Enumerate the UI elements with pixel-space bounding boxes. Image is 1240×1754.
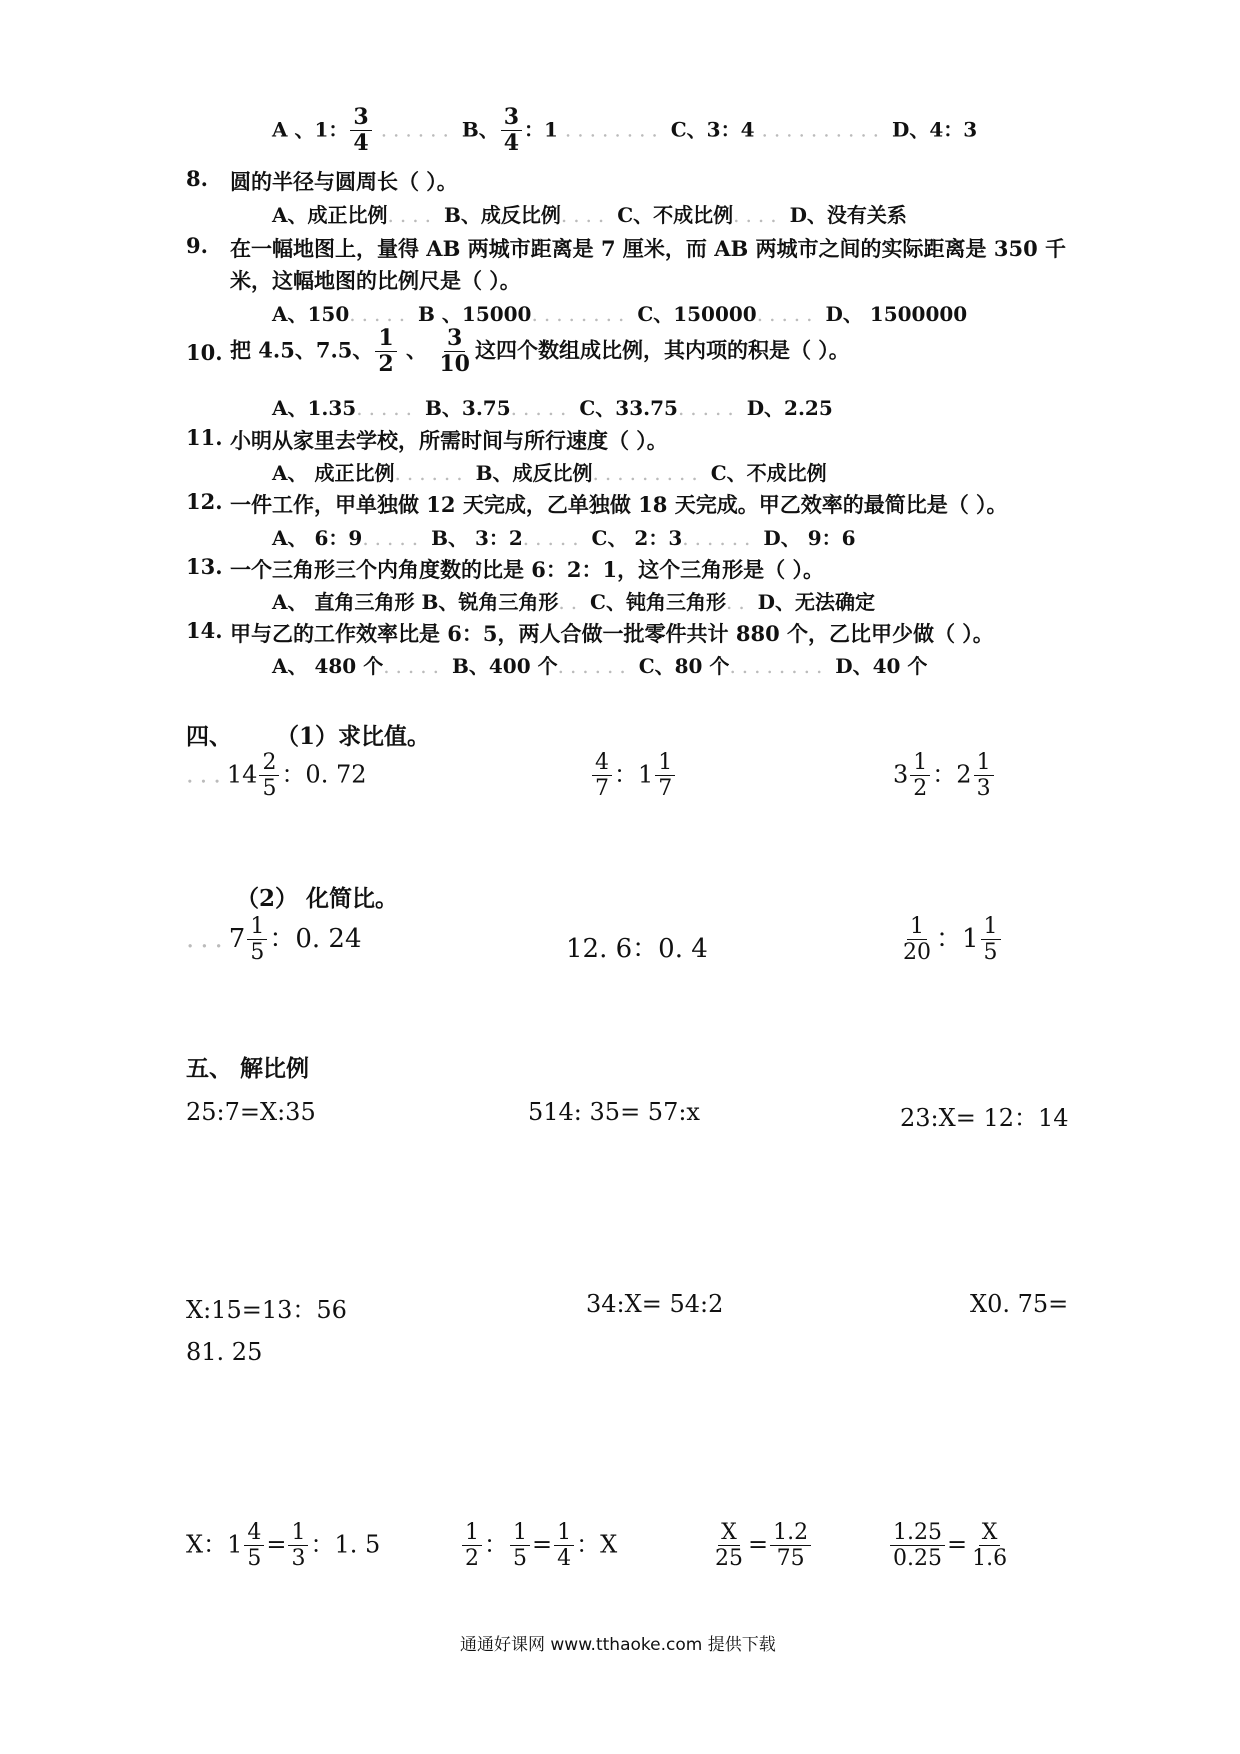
q12-option-a: A、 6：9 xyxy=(272,526,363,550)
proportion-5: 34:X= 54:2 xyxy=(586,1290,724,1318)
proportion-7: X：1 $\frac{4}{5}$ = $\frac{1}{3}$ ：1. 5 xyxy=(186,1520,381,1572)
q7-option-d: D、4：3 xyxy=(892,117,978,142)
proportion-2: 514: 35= 57:x xyxy=(528,1098,700,1126)
proportion-3: 23:X= 12：14 xyxy=(900,1104,1069,1132)
q14-number: 14. xyxy=(186,618,223,643)
q10-number: 10. xyxy=(186,340,223,365)
simplify-ratio-1: ...7 $\frac{1}{5}$ ：0. 24 xyxy=(186,914,362,966)
q10-option-c: C、33.75 xyxy=(579,396,678,420)
q14-option-a: A、 480 个 xyxy=(272,654,384,678)
proportion-1: 25:7=X:35 xyxy=(186,1098,316,1126)
q13-option-d: D、无法确定 xyxy=(757,590,875,614)
section-5-heading: 五、 解比例 xyxy=(186,1055,310,1082)
q7-options: A 、1： $\frac{3}{4}$ ...... B、 $\frac{3}{4}$ ：1 ........ C、3：4 .......... D、4：3 xyxy=(272,104,978,157)
q9-option-b: B 、15000 xyxy=(418,302,532,326)
q12-option-b: B、 3：2 xyxy=(431,526,523,550)
q13-option-b: B、锐角三角形 xyxy=(421,590,559,614)
q11-option-a: A、 成正比例 xyxy=(272,461,395,485)
q9-option-a: A、150 xyxy=(272,302,350,326)
proportion-9: $\frac{X}{25}$ = $\frac{1.2}{75}$ xyxy=(710,1520,813,1572)
section-4-part-1-title: （1）求比值。 xyxy=(276,723,431,750)
q10-option-d: D、2.25 xyxy=(746,396,833,420)
q8-option-b: B、成反比例 xyxy=(443,203,561,227)
q14-text: 甲与乙的工作效率比是 6：5，两人合做一批零件共计 880 个，乙比甲少做（ ）。 xyxy=(230,621,994,646)
q12-text: 一件工作，甲单独做 12 天完成，乙单独做 18 天完成。甲乙效率的最简比是（ ）。 xyxy=(230,492,1008,517)
q9-number: 9. xyxy=(186,233,208,258)
q11-text: 小明从家里去学校，所需时间与所行速度（ ）。 xyxy=(230,428,668,453)
q8-text: 圆的半径与圆周长（ ）。 xyxy=(230,169,458,194)
q7-option-a: A 、1： xyxy=(272,117,349,142)
q13-options: A、 直角三角形 B、锐角三角形.. C、钝角三角形.. D、无法确定 xyxy=(272,590,875,614)
q10-fraction-2: $\frac{3}{10}$ xyxy=(439,325,470,378)
q9-option-d: D、 1500000 xyxy=(825,302,968,326)
q8-options: A、成正比例.... B、成反比例.... C、不成比例.... D、没有关系 xyxy=(272,203,907,227)
q13-option-a: A、 直角三角形 xyxy=(272,590,415,614)
q9-line2: 米，这幅地图的比例尺是（ ）。 xyxy=(230,268,521,293)
q7-option-c: C、3：4 xyxy=(670,117,755,142)
simplify-ratio-3: $\frac{1}{20}$ ：1 $\frac{1}{5}$ xyxy=(898,914,1003,966)
q14-options: A、 480 个..... B、400 个...... C、80 个........ D、40 个 xyxy=(272,654,928,678)
proportion-8: $\frac{1}{2}$ ： $\frac{1}{5}$ = $\frac{1}{4}$ ：X xyxy=(460,1520,617,1572)
q7-b-fraction: $\frac{3}{4}$ xyxy=(501,105,522,157)
q8-option-a: A、成正比例 xyxy=(272,203,388,227)
q11-number: 11. xyxy=(186,425,223,450)
footer-credit: 通通好课网 www.tthaoke.com 提供下载 xyxy=(460,1635,776,1655)
q13-number: 13. xyxy=(186,554,223,579)
q8-number: 8. xyxy=(186,166,208,191)
q7-a-fraction: $\frac{3}{4}$ xyxy=(350,105,371,157)
simplify-ratio-2: 12. 6：0. 4 xyxy=(566,934,708,964)
proportion-4: X:15=13：56 xyxy=(186,1296,347,1324)
q10-fraction-1: $\frac{1}{2}$ xyxy=(375,326,396,378)
q14-option-c: C、80 个 xyxy=(638,654,730,678)
q9-options: A、150..... B 、15000........ C、150000..... D、 1500000 xyxy=(272,302,968,326)
q8-option-d: D、没有关系 xyxy=(789,203,907,227)
proportion-6: X0. 75= xyxy=(970,1290,1069,1318)
q11-option-b: B、成反比例 xyxy=(475,461,593,485)
q13-option-c: C、钝角三角形 xyxy=(590,590,726,614)
ratio-value-3: 3 $\frac{1}{2}$ ：2 $\frac{1}{3}$ xyxy=(893,750,996,802)
section-4-part-2-title: （2） 化简比。 xyxy=(236,885,399,912)
proportion-10: $\frac{1.25}{0.25}$ = $\frac{X}{1.6}$ xyxy=(888,1520,1012,1572)
q11-option-c: C、不成比例 xyxy=(710,461,827,485)
q9-option-c: C、150000 xyxy=(637,302,757,326)
q13-text: 一个三角形三个内角度数的比是 6：2：1，这个三角形是（ ）。 xyxy=(230,557,824,582)
q12-options: A、 6：9..... B、 3：2..... C、 2：3...... D、 9：6 xyxy=(272,526,856,550)
ratio-value-1: ...14 $\frac{2}{5}$ ：0. 72 xyxy=(186,750,367,802)
q7-option-b: B、 xyxy=(461,117,499,142)
q9-line1: 在一幅地图上，量得 AB 两城市距离是 7 厘米，而 AB 两城市之间的实际距离是 350 千 xyxy=(230,236,1067,261)
proportion-6-continued: 81. 25 xyxy=(186,1338,263,1366)
q10-option-a: A、1.35 xyxy=(272,396,357,420)
q11-options: A、 成正比例...... B、成反比例......... C、不成比例 xyxy=(272,461,827,485)
ratio-value-2: $\frac{4}{7}$ ：1 $\frac{1}{7}$ xyxy=(590,750,677,802)
q10-options: A、1.35..... B、3.75..... C、33.75..... D、2.25 xyxy=(272,396,833,420)
q12-number: 12. xyxy=(186,489,223,514)
q14-option-d: D、40 个 xyxy=(835,654,928,678)
q12-option-c: C、 2：3 xyxy=(591,526,683,550)
q8-option-c: C、不成比例 xyxy=(617,203,734,227)
section-4-heading: 四、 xyxy=(186,723,232,750)
q10-text: 把 4.5、7.5、 $\frac{1}{2}$ 、 $\frac{3}{10}$ 这四个数组成比例，其内项的积是（ ）。 xyxy=(230,325,850,378)
q10-option-b: B、3.75 xyxy=(425,396,511,420)
q14-option-b: B、400 个 xyxy=(451,654,558,678)
q12-option-d: D、 9：6 xyxy=(763,526,856,550)
